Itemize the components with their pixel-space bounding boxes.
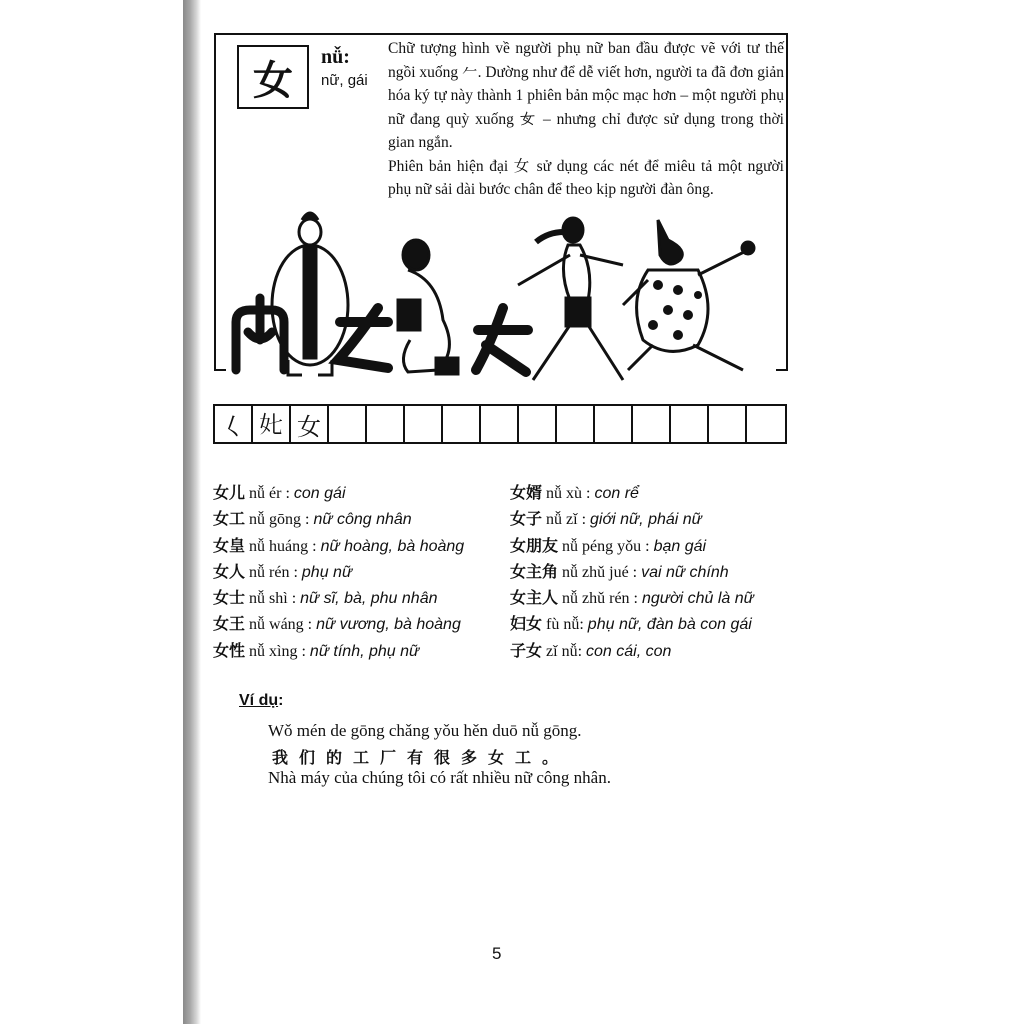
vocab-pinyin: nǚ ér bbox=[249, 485, 282, 502]
page-number: 5 bbox=[492, 944, 502, 963]
vocab-hanzi: 女子 bbox=[510, 509, 543, 529]
description-paragraph: Phiên bản hiện đại 女 sử dụng các nét để miêu tả một người phụ nữ sải dài bước chân để theo kịp người đàn ông. bbox=[388, 157, 784, 198]
vocab-pinyin: nǚ xìng bbox=[249, 642, 298, 660]
stroke-practice-cell bbox=[367, 406, 405, 442]
vocabulary-item: 女皇 nǚ huáng : nữ hoàng, bà hoàng bbox=[213, 535, 465, 555]
vocab-pinyin: nǚ wáng bbox=[249, 616, 304, 634]
vocab-meaning: nữ vương, bà hoàng bbox=[316, 616, 461, 634]
stroke-practice-cell bbox=[595, 406, 633, 442]
vocabulary-item: 女主角 nǚ zhǔ jué : vai nữ chính bbox=[510, 561, 729, 581]
vocab-hanzi: 女儿 bbox=[213, 483, 246, 502]
kneeling-woman-figure-icon bbox=[398, 240, 458, 374]
page-binding-shadow bbox=[183, 0, 201, 1024]
vocabulary-item: 女婿 nǚ xù : con rể bbox=[510, 483, 639, 502]
vocab-hanzi: 女王 bbox=[213, 614, 246, 634]
vocab-hanzi: 女性 bbox=[213, 640, 246, 660]
vocab-meaning: giới nữ, phái nữ bbox=[590, 511, 702, 529]
vocab-pinyin: nǚ rén bbox=[249, 563, 290, 581]
vocabulary-item: 女主人 nǚ zhǔ rén : người chủ là nữ bbox=[510, 588, 754, 608]
example-translation: Nhà máy của chúng tôi có rất nhiều nữ công nhân. bbox=[268, 768, 611, 787]
vocabulary-item: 女性 nǚ xìng : nữ tính, phụ nữ bbox=[213, 640, 420, 660]
vocab-hanzi: 女工 bbox=[213, 509, 246, 529]
vocab-meaning: nữ công nhân bbox=[313, 511, 412, 529]
vocab-pinyin: nǚ zhǔ jué bbox=[562, 563, 629, 581]
stroke-practice-cell bbox=[329, 406, 367, 442]
stroke-practice-cell bbox=[405, 406, 443, 442]
headword-pinyin: nǚ: bbox=[321, 46, 350, 68]
stroke-practice-cell bbox=[709, 406, 747, 442]
example-heading: Ví dụ: bbox=[239, 692, 284, 709]
character-evolution-illustration bbox=[228, 210, 772, 385]
vocab-pinyin: nǚ xù bbox=[546, 485, 583, 502]
stroke-cell: 女 bbox=[291, 406, 329, 442]
example-pinyin: Wǒ mén de gōng chǎng yǒu hěn duō nǚ gōng. bbox=[268, 721, 582, 740]
description-paragraph: Chữ tượng hình về người phụ nữ ban đầu được vẽ với tư thế ngồi xuống 𠂉. Dường như để dễ viết hơn, người ta đã đơn giản hóa ký tự này thành 1 phiên bản mộc mạc hơn – một người phụ nữ đang quỳ xuống 𡚦 – nhưng chỉ được sử dụng trong thời gian ngắn. bbox=[388, 40, 784, 151]
headword-character: 女 bbox=[237, 45, 309, 109]
vocab-pinyin: nǚ zhǔ rén bbox=[562, 590, 630, 608]
stroke-practice-cell bbox=[633, 406, 671, 442]
vocabulary-item: 女士 nǚ shì : nữ sĩ, bà, phu nhân bbox=[213, 588, 438, 608]
vocab-meaning: nữ hoàng, bà hoàng bbox=[320, 537, 465, 555]
vocab-meaning: vai nữ chính bbox=[641, 563, 729, 581]
vocabulary-item: 女工 nǚ gōng : nữ công nhân bbox=[213, 509, 412, 529]
striding-woman-figure-icon bbox=[518, 218, 623, 380]
vocab-pinyin: zǐ nǚ bbox=[546, 642, 578, 660]
stroke-practice-cell bbox=[747, 406, 785, 442]
vocabulary-item: 女子 nǚ zǐ : giới nữ, phái nữ bbox=[510, 509, 702, 529]
vocab-meaning: bạn gái bbox=[653, 537, 707, 555]
vocab-meaning: nữ sĩ, bà, phu nhân bbox=[300, 590, 438, 608]
example-label: Ví dụ bbox=[239, 692, 279, 709]
stroke-practice-cell bbox=[557, 406, 595, 442]
vocab-hanzi: 女主角 bbox=[510, 561, 559, 581]
modern-glyph-icon bbox=[476, 308, 528, 372]
vocabulary-item: 子女 zǐ nǚ: con cái, con bbox=[510, 640, 672, 660]
vocabulary-item: 女人 nǚ rén : phụ nữ bbox=[213, 561, 353, 581]
stroke-practice-cell bbox=[443, 406, 481, 442]
vocab-hanzi: 妇女 bbox=[510, 614, 543, 634]
vocab-hanzi: 女人 bbox=[213, 561, 246, 581]
vocabulary-item: 女朋友 nǚ péng yǒu : bạn gái bbox=[510, 535, 707, 555]
vocabulary-item: 女王 nǚ wáng : nữ vương, bà hoàng bbox=[213, 614, 461, 634]
stroke-practice-cell bbox=[671, 406, 709, 442]
vocab-hanzi: 女主人 bbox=[510, 588, 559, 608]
vocab-hanzi: 女士 bbox=[213, 588, 246, 608]
character-description bbox=[388, 37, 784, 202]
vocab-meaning: phụ nữ, đàn bà con gái bbox=[587, 616, 752, 634]
running-woman-figure-icon bbox=[623, 220, 754, 370]
vocab-pinyin: nǚ gōng bbox=[249, 511, 302, 529]
vocab-meaning: người chủ là nữ bbox=[642, 590, 754, 608]
stroke-practice-cell bbox=[481, 406, 519, 442]
vocab-hanzi: 子女 bbox=[510, 640, 543, 660]
headword-meaning: nữ, gái bbox=[321, 72, 368, 89]
vocab-hanzi: 女朋友 bbox=[510, 535, 559, 555]
vocab-pinyin: nǚ péng yǒu bbox=[562, 537, 642, 555]
vocab-meaning: nữ tính, phụ nữ bbox=[309, 642, 420, 660]
vocab-pinyin: fù nǚ bbox=[546, 616, 580, 634]
stroke-cell: 𡿨 bbox=[215, 406, 253, 442]
stroke-order-grid bbox=[213, 404, 787, 444]
vocab-meaning: con gái bbox=[293, 485, 346, 502]
vocab-meaning: con rể bbox=[594, 485, 639, 502]
vocabulary-item: 女儿 nǚ ér : con gái bbox=[213, 483, 346, 502]
vocab-meaning: con cái, con bbox=[586, 642, 672, 660]
frame-corner-left bbox=[214, 369, 226, 371]
vocab-hanzi: 女皇 bbox=[213, 535, 246, 555]
vocabulary-list-left bbox=[213, 480, 464, 664]
stroke-practice-cell bbox=[519, 406, 557, 442]
vocab-pinyin: nǚ shì bbox=[249, 590, 288, 608]
vocab-hanzi: 女婿 bbox=[510, 483, 543, 502]
stroke-cell: 𡚨 bbox=[253, 406, 291, 442]
seal-glyph-archaic-icon bbox=[338, 308, 388, 368]
example-hanzi: 我们的工厂有很多女工。 bbox=[272, 748, 570, 767]
vocab-pinyin: nǚ huáng bbox=[249, 537, 309, 555]
vocabulary-list-right bbox=[510, 480, 754, 664]
vocabulary-item: 妇女 fù nǚ: phụ nữ, đàn bà con gái bbox=[510, 614, 752, 634]
vocab-pinyin: nǚ zǐ bbox=[546, 511, 578, 529]
frame-corner-right bbox=[776, 369, 788, 371]
vocab-meaning: phụ nữ bbox=[301, 563, 353, 581]
